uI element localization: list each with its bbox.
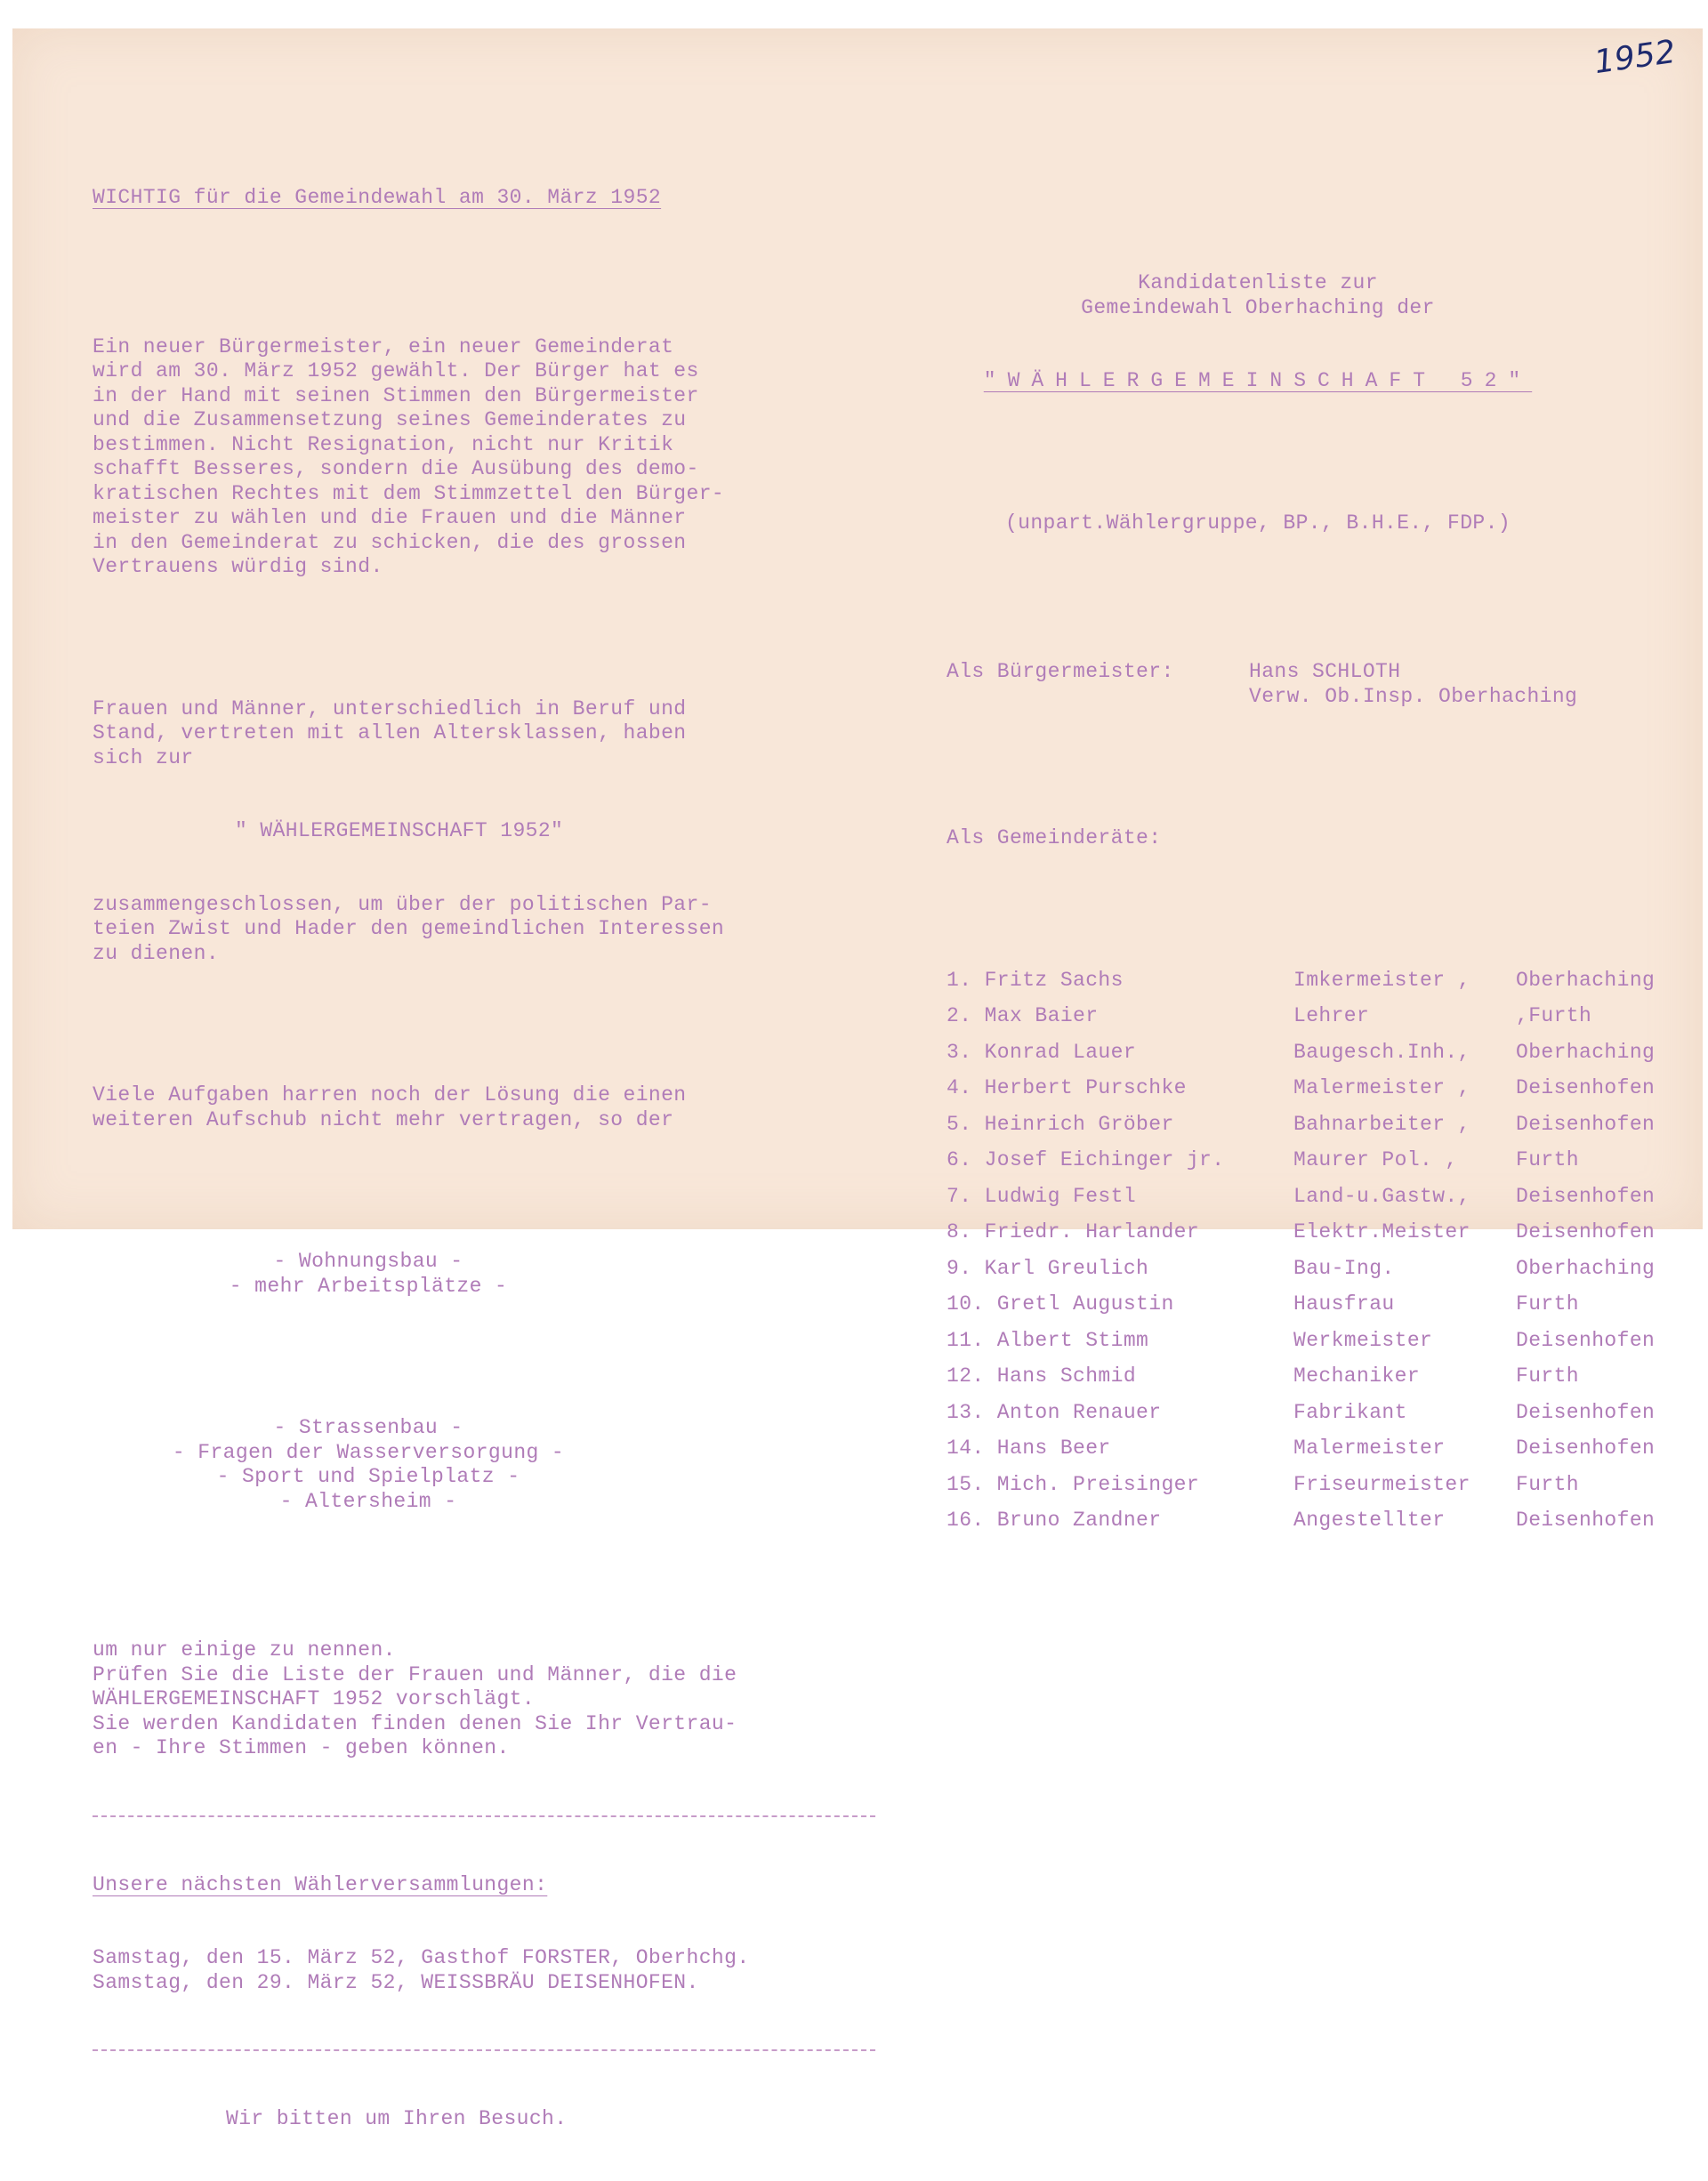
text-line: bestimmen. Nicht Resignation, nicht nur Kritik	[93, 432, 674, 456]
candidate-place: ,Furth	[1516, 1004, 1592, 1027]
candidate-name: 7. Ludwig Festl	[947, 1184, 1137, 1208]
candidate-job: Malermeister ,	[1293, 1076, 1470, 1099]
candidate-job: Friseurmeister	[1293, 1472, 1470, 1496]
issues-list-a	[93, 1250, 644, 1299]
candidate-name: 14. Hans Beer	[947, 1437, 1111, 1460]
text-line: teien Zwist und Hader den gemeindlichen Interessen	[93, 917, 725, 940]
candidate-row	[947, 1185, 1694, 1221]
candidate-list-title	[947, 271, 1569, 320]
candidate-row	[947, 1076, 1694, 1113]
text-line: meister zu wählen und die Frauen und die Männer	[93, 506, 687, 529]
divider	[93, 2049, 875, 2051]
candidate-name: 12. Hans Schmid	[947, 1364, 1137, 1388]
candidate-name: 3. Konrad Lauer	[947, 1040, 1137, 1064]
council-label: Als Gemeinderäte:	[947, 826, 1162, 849]
text-line: Sie werden Kandidaten finden denen Sie Ihr Vertrau-	[93, 1711, 737, 1735]
candidate-place: Deisenhofen	[1516, 1437, 1656, 1460]
text-line: wird am 30. März 1952 gewählt. Der Bürger hat es	[93, 359, 699, 382]
candidate-place: Deisenhofen	[1516, 1509, 1656, 1532]
candidate-job: Mechaniker	[1293, 1364, 1421, 1388]
text-line: Frauen und Männer, unterschiedlich in Beruf und	[93, 696, 687, 720]
candidate-row	[947, 1113, 1694, 1149]
appeal-paragraph-1	[93, 335, 893, 580]
candidate-place: Deisenhofen	[1516, 1220, 1656, 1243]
candidate-name: 16. Bruno Zandner	[947, 1509, 1162, 1532]
candidate-job: Fabrikant	[1293, 1400, 1407, 1424]
candidate-row	[947, 969, 1694, 1005]
text-line: Stand, vertreten mit allen Altersklassen, haben	[93, 721, 687, 744]
candidate-job: Bahnarbeiter ,	[1293, 1112, 1470, 1136]
candidate-place: Deisenhofen	[1516, 1328, 1656, 1352]
candidate-job: Werkmeister	[1293, 1328, 1433, 1352]
candidate-list-subtitle: (unpart.Wählergruppe, BP., B.H.E., FDP.)	[1004, 511, 1511, 535]
candidate-job: Bau-Ing.	[1293, 1256, 1395, 1280]
text-line: und die Zusammensetzung seines Gemeinderates zu	[93, 408, 687, 431]
candidate-job: Angestellter	[1293, 1509, 1446, 1532]
appeal-paragraph-2	[93, 697, 893, 771]
candidate-row	[947, 1220, 1694, 1257]
candidate-name: 1. Fritz Sachs	[947, 968, 1124, 992]
appeal-paragraph-5	[93, 1638, 893, 1761]
text-line: sich zur	[93, 745, 194, 769]
text-line: WÄHLERGEMEINSCHAFT 1952 vorschlägt.	[93, 1687, 536, 1710]
candidate-name: 15. Mich. Preisinger	[947, 1472, 1200, 1496]
text-line: zu dienen.	[93, 941, 220, 965]
candidate-job: Lehrer	[1293, 1004, 1370, 1027]
candidate-place: Furth	[1516, 1364, 1580, 1388]
candidate-name: 4. Herbert Purschke	[947, 1076, 1187, 1099]
candidate-row	[947, 1401, 1694, 1437]
candidate-name: 11. Albert Stimm	[947, 1328, 1149, 1352]
closing-line: Wir bitten um Ihren Besuch.	[226, 2107, 568, 2130]
candidate-row	[947, 1257, 1694, 1293]
candidate-place: Deisenhofen	[1516, 1076, 1656, 1099]
candidate-place: Oberhaching	[1516, 1040, 1656, 1064]
text-line: in der Hand mit seinen Stimmen den Bürgermeister	[93, 383, 699, 407]
text-line: Vertrauens würdig sind.	[93, 555, 383, 578]
appeal-paragraph-3	[93, 893, 893, 967]
text-line: Prüfen Sie die Liste der Frauen und Männer, die die	[93, 1662, 737, 1686]
candidate-row	[947, 1292, 1694, 1329]
appeal-paragraph-4	[93, 1083, 893, 1132]
candidate-place: Furth	[1516, 1472, 1580, 1496]
candidate-name: 6. Josef Eichinger jr.	[947, 1148, 1225, 1171]
divider	[93, 1815, 875, 1817]
meetings-heading: Unsere nächsten Wählerversammlungen:	[93, 1872, 548, 1896]
candidate-row	[947, 1473, 1694, 1509]
text-line: en - Ihre Stimmen - geben können.	[93, 1736, 510, 1759]
meetings-list	[93, 1946, 893, 1995]
issues-list-b	[93, 1416, 644, 1514]
candidate-row	[947, 1041, 1694, 1077]
candidate-place: Furth	[1516, 1148, 1580, 1171]
text-line: kratischen Rechtes mit dem Stimmzettel den Bürger-	[93, 481, 725, 505]
candidate-place: Deisenhofen	[1516, 1112, 1656, 1136]
candidate-job: Baugesch.Inh.,	[1293, 1040, 1470, 1064]
candidate-place: Furth	[1516, 1292, 1580, 1316]
group-name: " WÄHLERGEMEINSCHAFT 1952"	[235, 819, 564, 842]
text-line: - Strassenbau -	[273, 1416, 463, 1439]
candidate-name: 2. Max Baier	[947, 1004, 1099, 1027]
candidate-job: Hausfrau	[1293, 1292, 1395, 1316]
candidate-column	[947, 222, 1694, 1594]
candidate-row	[947, 1004, 1694, 1041]
text-line: Samstag, den 29. März 52, WEISSBRÄU DEISENHOFEN.	[93, 1970, 699, 1994]
candidate-name: 5. Heinrich Gröber	[947, 1112, 1174, 1136]
candidate-place: Deisenhofen	[1516, 1184, 1656, 1208]
text-line: Ein neuer Bürgermeister, ein neuer Gemeinderat	[93, 334, 674, 358]
text-line: - Altersheim -	[279, 1489, 457, 1513]
document-sheet	[12, 28, 1703, 2130]
text-line: in den Gemeinderat zu schicken, die des grossen	[93, 530, 687, 554]
candidate-name: 10. Gretl Augustin	[947, 1292, 1174, 1316]
mayor-title: Verw. Ob.Insp. Oberhaching	[1249, 684, 1578, 708]
candidate-place: Oberhaching	[1516, 968, 1656, 992]
text-line: weiteren Aufschub nicht mehr vertragen, so der	[93, 1107, 674, 1131]
text-line: schafft Besseres, sondern die Ausübung des demo-	[93, 457, 699, 480]
text-line: zusammengeschlossen, um über der politischen Par-	[93, 892, 712, 916]
candidate-job: Imkermeister ,	[1293, 968, 1470, 992]
candidate-job: Land-u.Gastw.,	[1293, 1184, 1470, 1208]
handwritten-year: 1952	[1591, 33, 1679, 82]
candidate-row	[947, 1364, 1694, 1401]
text-line: Samstag, den 15. März 52, Gasthof FORSTER, Oberhchg.	[93, 1946, 750, 1969]
text-line: Gemeindewahl Oberhaching der	[1081, 295, 1435, 319]
text-line: um nur einige zu nennen.	[93, 1638, 396, 1662]
text-line: Kandidatenliste zur	[1138, 271, 1378, 294]
text-line: - Fragen der Wasserversorgung -	[172, 1440, 565, 1464]
text-line: Viele Aufgaben harren noch der Lösung die einen	[93, 1083, 687, 1107]
candidate-place: Oberhaching	[1516, 1256, 1656, 1280]
candidate-row	[947, 1437, 1694, 1473]
appeal-heading: WICHTIG für die Gemeindewahl am 30. März 1952	[93, 186, 662, 209]
candidate-list-group: "WÄHLERGEMEINSCHAFT 52"	[983, 369, 1533, 392]
mayor-name: Hans SCHLOTH	[1249, 660, 1401, 683]
text-line: - Wohnungsbau -	[273, 1250, 463, 1273]
appeal-column	[93, 137, 893, 2181]
candidate-row	[947, 1148, 1694, 1185]
candidate-name: 8. Friedr. Harlander	[947, 1220, 1200, 1243]
candidate-place: Deisenhofen	[1516, 1400, 1656, 1424]
candidate-job: Elektr.Meister	[1293, 1220, 1470, 1243]
mayor-block	[947, 660, 1694, 709]
candidate-job: Maurer Pol. ,	[1293, 1148, 1458, 1171]
candidate-row	[947, 1329, 1694, 1365]
candidate-name: 9. Karl Greulich	[947, 1256, 1149, 1280]
text-line: - mehr Arbeitsplätze -	[229, 1274, 508, 1298]
candidate-name: 13. Anton Renauer	[947, 1400, 1162, 1424]
mayor-label: Als Bürgermeister:	[947, 660, 1174, 683]
candidate-job: Malermeister	[1293, 1437, 1446, 1460]
candidate-table	[947, 969, 1694, 1545]
text-line: - Sport und Spielplatz -	[216, 1465, 520, 1488]
candidate-row	[947, 1509, 1694, 1545]
